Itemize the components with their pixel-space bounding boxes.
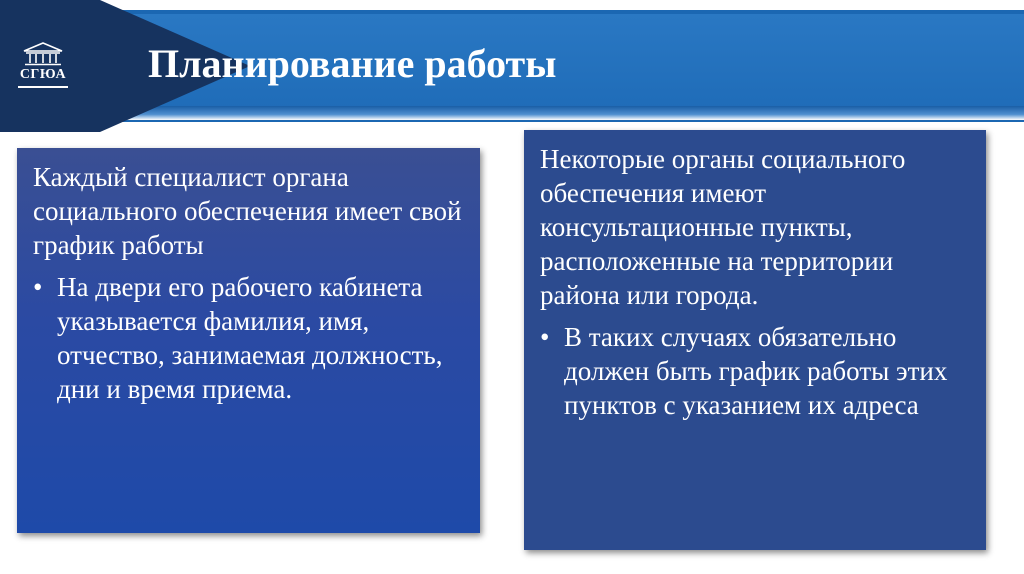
left-box-bullet-text: На двери его рабочего кабинета указывается фамилия, имя, отчество, занимаемая должность, дни и время приема. xyxy=(57,272,443,404)
page-title: Планирование работы xyxy=(148,41,557,86)
logo-underline xyxy=(18,86,68,88)
right-box-bullet-text: В таких случаях обязательно должен быть график работы этих пунктов с указанием их адреса xyxy=(564,322,948,420)
right-box-intro: Некоторые органы социального обеспечения имеют консультационные пункты, расположенные на территории района или города. xyxy=(540,144,906,310)
right-box-bullet xyxy=(540,320,972,422)
bullet-icon: • xyxy=(33,272,43,302)
university-logo xyxy=(14,42,72,92)
bullet-icon: • xyxy=(540,322,550,352)
left-text-box xyxy=(17,148,480,533)
building-icon xyxy=(22,42,64,66)
logo-text: СГЮА xyxy=(19,67,67,82)
left-box-bullet xyxy=(33,270,466,406)
right-text-box xyxy=(524,130,986,550)
left-box-intro: Каждый специалист органа социального обеспечения имеет свой график работы xyxy=(33,162,462,260)
